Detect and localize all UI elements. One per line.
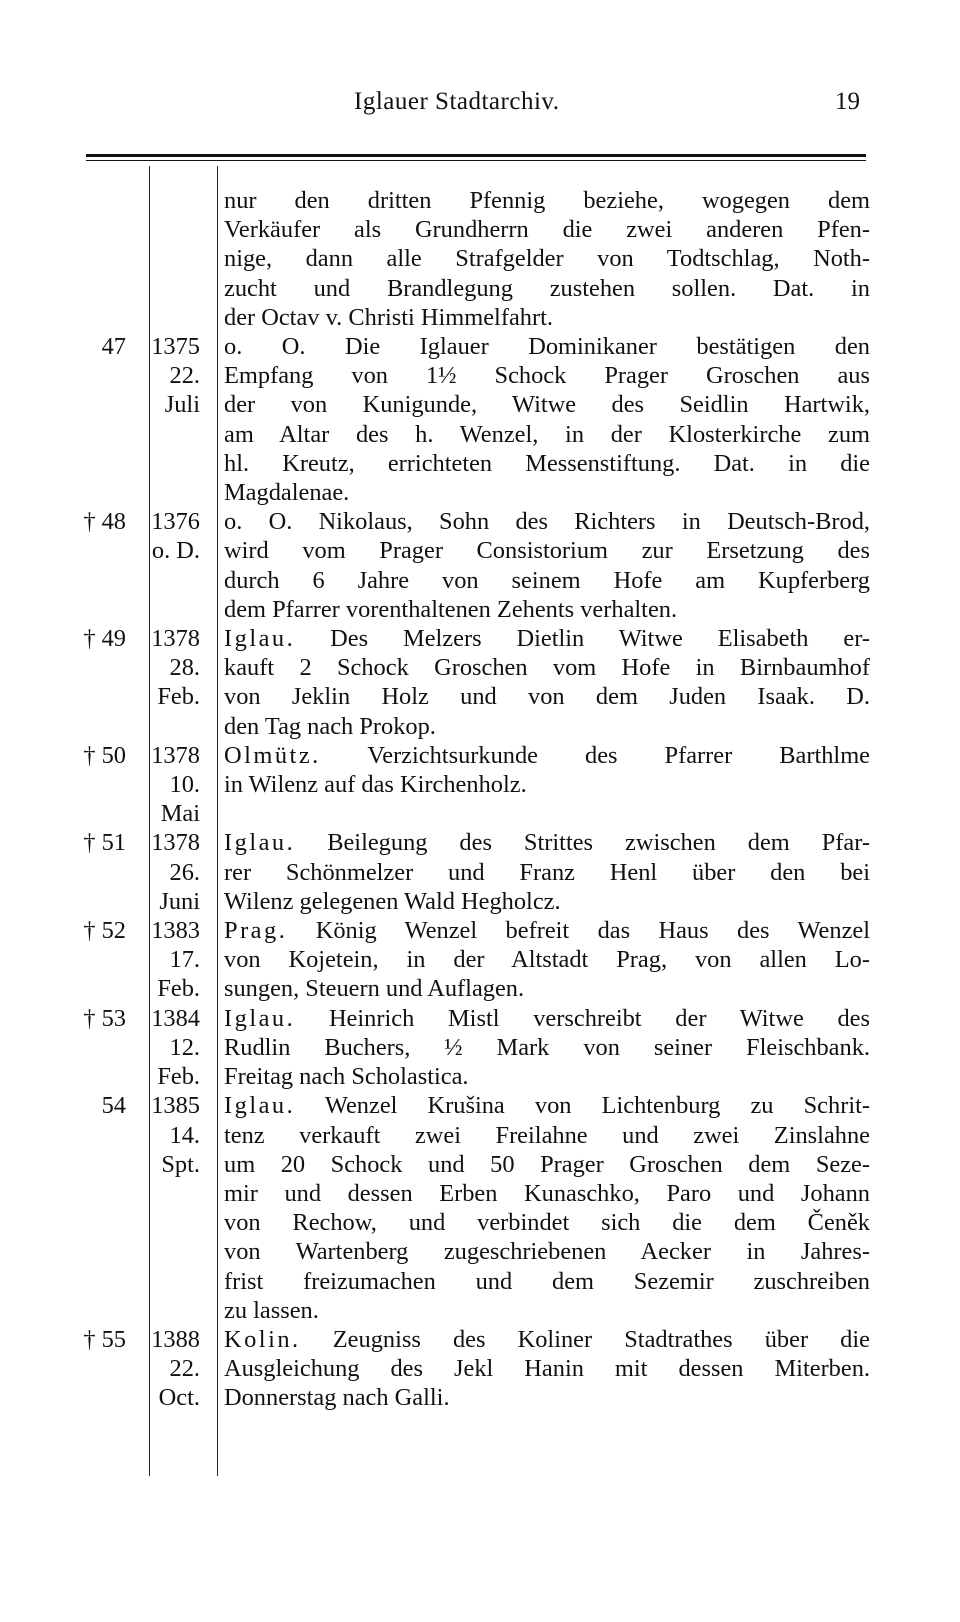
regest-entry xyxy=(70,1325,870,1413)
entry-text-line: tenz verkauft zwei Freilahne und zwei Zinslahne xyxy=(224,1121,870,1149)
entry-text-line: von Kojetein, in der Altstadt Prag, von allen Lo- xyxy=(224,946,870,974)
entry-date-line: 1378 xyxy=(151,829,200,857)
entry-date-line: 26. xyxy=(169,858,200,886)
entry-place: Iglau. xyxy=(224,625,296,653)
entry-date-line: 1378 xyxy=(151,625,200,653)
entry-date-line: 14. xyxy=(169,1121,200,1149)
entry-text-line: den Tag nach Prokop. xyxy=(224,712,436,740)
entry-number: † 55 xyxy=(83,1325,126,1353)
entry-date-line: 22. xyxy=(169,1355,200,1383)
regest-entry xyxy=(70,332,870,507)
entry-text-line: o. O. Nikolaus, Sohn des Richters in Deutsch-Brod, xyxy=(224,508,870,536)
entry-text-line: Verkäufer als Grundherrn die zwei anderen Pfen- xyxy=(224,216,870,244)
entry-text-line: Kolin. Zeugniss des Koliner Stadtrathes über die xyxy=(224,1325,870,1353)
entry-text-line: sungen, Steuern und Auflagen. xyxy=(224,975,525,1003)
regest-entry xyxy=(70,741,870,829)
entry-text-line: Donnerstag nach Galli. xyxy=(224,1384,450,1412)
entry-date-line: 1376 xyxy=(151,508,200,536)
entry-text-line: Magdalenae. xyxy=(224,479,350,507)
page-header xyxy=(96,88,866,128)
entry-text-line: o. O. Die Iglauer Dominikaner bestätigen den xyxy=(224,333,870,361)
entry-date-line: 1388 xyxy=(151,1325,200,1353)
header-rule-thick xyxy=(86,154,866,157)
entry-text xyxy=(208,1325,870,1413)
entry-text-line: von Wartenberg zugeschriebenen Aecker in Jahres- xyxy=(224,1238,870,1266)
entry-date-line: Juli xyxy=(164,391,200,419)
entry-number: 54 xyxy=(101,1092,126,1120)
entry-date xyxy=(138,507,208,565)
entry-text-line: nur den dritten Pfennig beziehe, wogegen dem xyxy=(224,187,870,214)
entry-text-line: von Jeklin Holz und von dem Juden Isaak. D. xyxy=(224,683,870,711)
entry-date-line: 17. xyxy=(169,946,200,974)
regest-entry xyxy=(70,624,870,741)
entry-date-line: Feb. xyxy=(157,975,200,1003)
entry-date xyxy=(138,916,208,1004)
entry-date xyxy=(138,741,208,829)
entry-text-line: Rudlin Buchers, ½ Mark von seiner Fleischbank. xyxy=(224,1033,870,1061)
regest-entry xyxy=(70,507,870,624)
entry-text xyxy=(208,624,870,741)
regesta-table xyxy=(70,186,870,1413)
entry-text-line: Iglau. Beilegung des Strittes zwischen dem Pfar- xyxy=(224,829,870,857)
entry-text xyxy=(208,828,870,916)
entry-text-line: kauft 2 Schock Groschen vom Hofe in Birnbaumhof xyxy=(224,654,870,682)
entry-date-line: 22. xyxy=(169,362,200,390)
entry-date-line: 1385 xyxy=(151,1092,200,1120)
regest-entry xyxy=(70,1091,870,1325)
regest-entry xyxy=(70,916,870,1004)
entry-date-line: Spt. xyxy=(161,1150,200,1178)
entry-place: Olmütz. xyxy=(224,741,321,769)
entry-text-line: wird vom Prager Consistorium zur Ersetzung des xyxy=(224,537,870,565)
entry-date-line: 1378 xyxy=(151,741,200,769)
entry-text-line: durch 6 Jahre von seinem Hofe am Kupferberg xyxy=(224,566,870,594)
entry-text xyxy=(208,332,870,507)
entry-text-line: zucht und Brandlegung zustehen sollen. Dat. in xyxy=(224,274,870,302)
entry-place: Kolin. xyxy=(224,1325,301,1353)
entry-date-line: Oct. xyxy=(158,1384,200,1412)
running-title: Iglauer Stadtarchiv. xyxy=(354,88,560,115)
entry-text-line: Prag. König Wenzel befreit das Haus des Wenzel xyxy=(224,917,870,945)
header-rule-thin xyxy=(86,160,866,161)
entry-date-line: 1383 xyxy=(151,917,200,945)
entry-number: † 51 xyxy=(83,829,126,857)
entry-text-line: von Rechow, und verbindet sich die dem Čeněk xyxy=(224,1209,870,1237)
entry-text-line: frist freizumachen und dem Sezemir zuschreiben xyxy=(224,1267,870,1295)
entry-text-line: in Wilenz auf das Kirchenholz. xyxy=(224,771,527,799)
entry-date-line: 28. xyxy=(169,654,200,682)
regest-entry xyxy=(70,828,870,916)
entry-text-line: mir und dessen Erben Kunaschko, Paro und Johann xyxy=(224,1179,870,1207)
entry-date-line: o. D. xyxy=(151,537,200,565)
entry-number: 47 xyxy=(101,333,126,361)
entry-date xyxy=(138,1325,208,1413)
entry-text xyxy=(208,507,870,624)
entry-text-line: der Octav v. Christi Himmelfahrt. xyxy=(224,303,553,331)
entry-text-line: zu lassen. xyxy=(224,1296,319,1324)
entry-place: Iglau. xyxy=(224,1004,296,1032)
entry-text-line: am Altar des h. Wenzel, in der Klosterkirche zum xyxy=(224,420,870,448)
entry-text xyxy=(208,1004,870,1092)
entry-place: Prag. xyxy=(224,917,288,945)
entry-date xyxy=(138,332,208,420)
page-number: 19 xyxy=(835,88,860,115)
entry-place: Iglau. xyxy=(224,1092,296,1120)
regest-entry xyxy=(70,1004,870,1092)
entry-date-line: 10. xyxy=(169,771,200,799)
entry-text-line: der von Kunigunde, Witwe des Seidlin Hartwik, xyxy=(224,391,870,419)
entry-date-line: Mai xyxy=(160,800,200,828)
entry-text-line: um 20 Schock und 50 Prager Groschen dem Seze- xyxy=(224,1150,870,1178)
entry-text-line: Ausgleichung des Jekl Hanin mit dessen Miterben. xyxy=(224,1355,870,1383)
entry-number: † 50 xyxy=(83,741,126,769)
entry-date xyxy=(138,624,208,712)
entry-date-line: 1384 xyxy=(151,1004,200,1032)
entry-text-line: Iglau. Wenzel Krušina von Lichtenburg zu Schrit- xyxy=(224,1092,870,1120)
entry-text-line: Iglau. Des Melzers Dietlin Witwe Elisabeth er- xyxy=(224,625,870,653)
entry-text xyxy=(208,1091,870,1325)
regest-entry xyxy=(70,186,870,332)
entry-text xyxy=(208,916,870,1004)
entry-number: † 49 xyxy=(83,625,126,653)
entry-text-line: Freitag nach Scholastica. xyxy=(224,1063,469,1091)
entry-number: † 53 xyxy=(83,1004,126,1032)
entry-text-line: Empfang von 1½ Schock Prager Groschen aus xyxy=(224,362,870,390)
entry-date-line: Juni xyxy=(159,887,200,915)
entry-text xyxy=(208,741,870,799)
entry-text-line: Wilenz gelegenen Wald Hegholcz. xyxy=(224,887,561,915)
entry-date xyxy=(138,828,208,916)
entry-date xyxy=(138,1091,208,1179)
entry-date-line: Feb. xyxy=(157,683,200,711)
entry-number: † 52 xyxy=(83,917,126,945)
entry-text-line: hl. Kreutz, errichteten Messenstiftung. Dat. in die xyxy=(224,449,870,477)
entry-date xyxy=(138,1004,208,1092)
entry-place: Iglau. xyxy=(224,829,296,857)
entry-date-line: 1375 xyxy=(151,333,200,361)
entry-number: † 48 xyxy=(83,508,126,536)
entry-date-line: 12. xyxy=(169,1033,200,1061)
entry-text xyxy=(208,186,870,332)
entry-text-line: Olmütz. Verzichtsurkunde des Pfarrer Barthlme xyxy=(224,741,870,769)
entry-text-line: Iglau. Heinrich Mistl verschreibt der Witwe des xyxy=(224,1004,870,1032)
entry-text-line: nige, dann alle Strafgelder von Todtschlag, Noth- xyxy=(224,245,870,273)
entry-text-line: rer Schönmelzer und Franz Henl über den bei xyxy=(224,858,870,886)
entry-text-line: dem Pfarrer vorenthaltenen Zehents verhalten. xyxy=(224,595,678,623)
entry-date-line: Feb. xyxy=(157,1063,200,1091)
